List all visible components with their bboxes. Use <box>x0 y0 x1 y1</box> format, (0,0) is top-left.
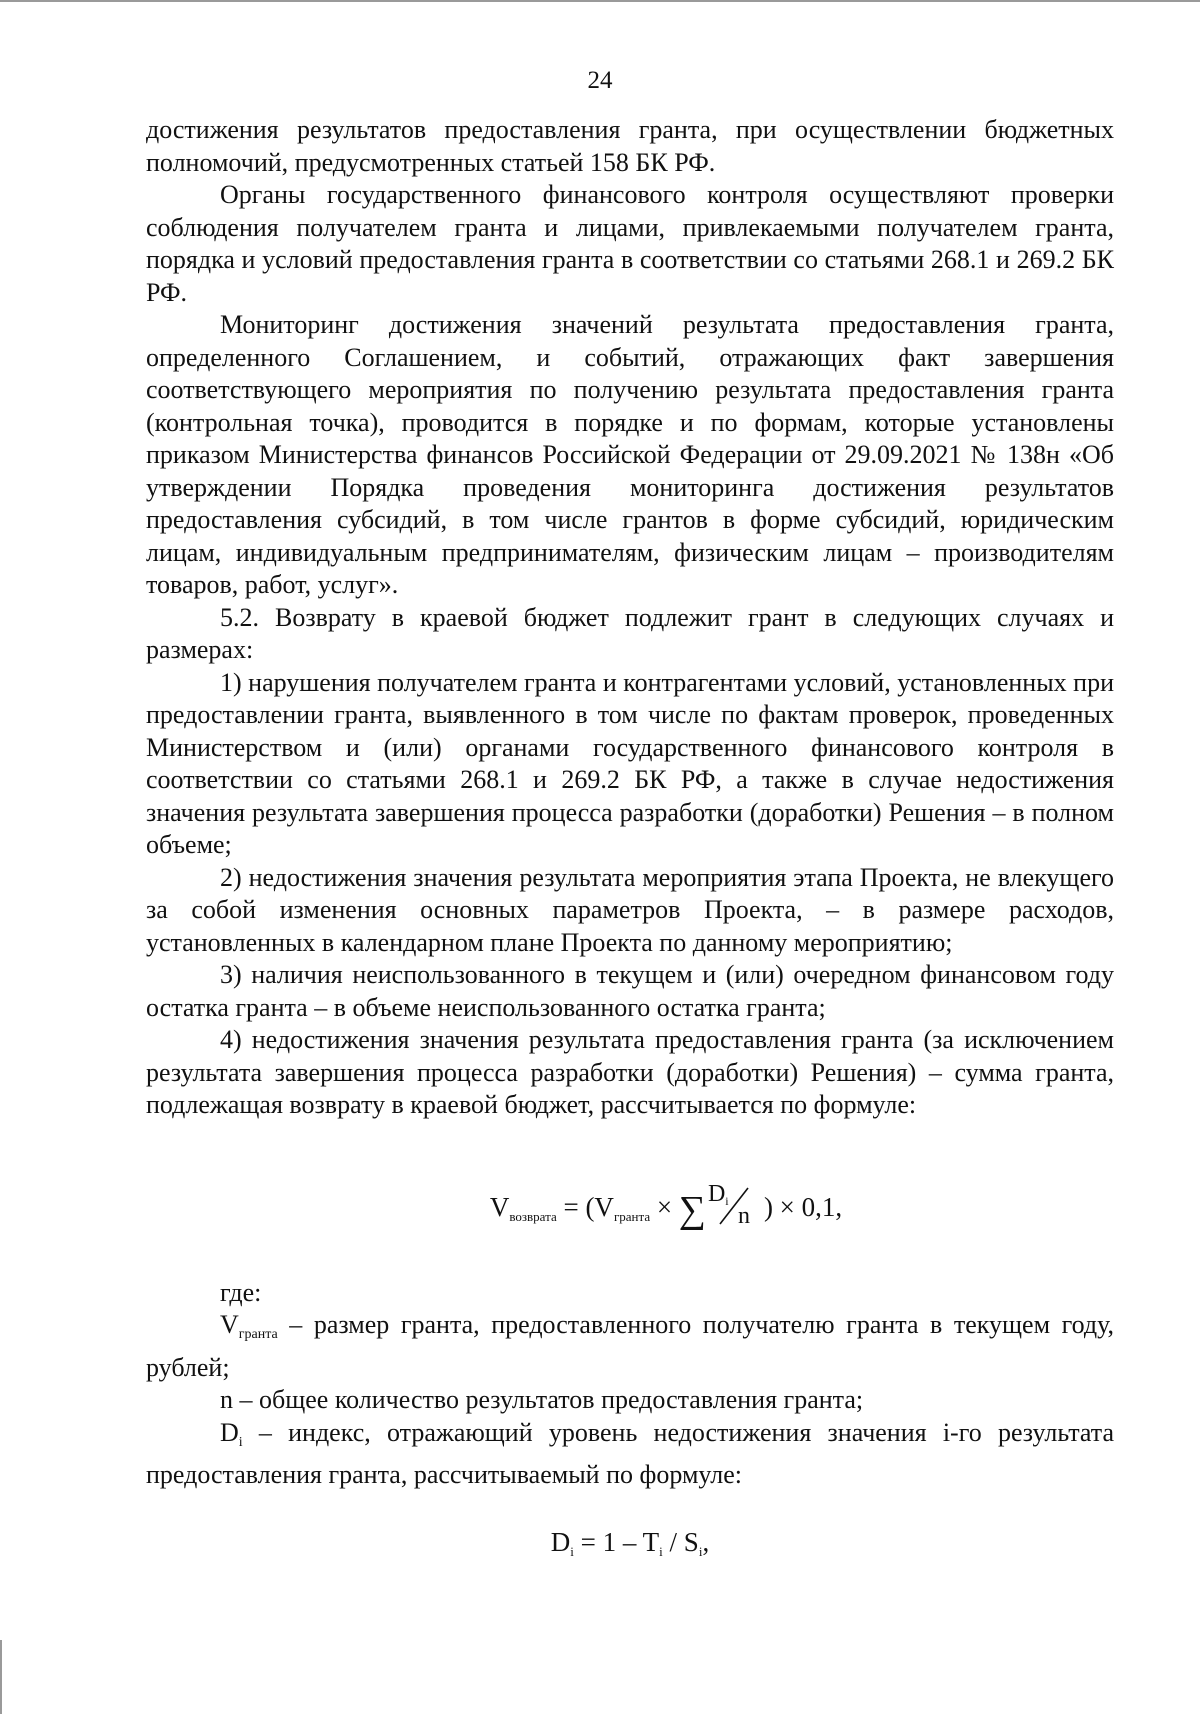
formula-v-symbol: V <box>489 1191 510 1222</box>
document-body <box>146 114 1114 1572</box>
formula-times: × <box>650 1191 679 1222</box>
definition-v-text: – размер гранта, предоставленного получателю гранта в текущем году, рублей; <box>146 1310 1114 1382</box>
formula-index <box>146 1522 1114 1572</box>
definition-d-index <box>146 1417 1114 1492</box>
formula-return-amount <box>146 1180 1114 1237</box>
formula2-t-subscript: i <box>659 1543 663 1559</box>
definition-d-text: – индекс, отражающий уровень недостижения значения i-го результата предоставления гранта, рассчитываемый по формуле: <box>146 1417 1114 1489</box>
formula-eq-open: = (V <box>556 1191 614 1222</box>
formula2-slash: / S <box>662 1526 699 1557</box>
where-label: где: <box>220 1277 262 1307</box>
formula-tail: ) × 0,1, <box>763 1191 843 1222</box>
list-item-3: 3) наличия неиспользованного в текущем и (или) очередном финансовом году остатка гранта – в объеме неиспользованного остатка гранта; <box>146 960 1114 1022</box>
list-item-4: 4) недостижения значения результата предоставления гранта (за исключением результата завершения процесса разработки (доработки) Решения) – сумма гранта, подлежащая возврату в краевой бюджет, рассчитывается по формуле: <box>146 1025 1114 1119</box>
fraction-numerator-subscript: i <box>725 1193 729 1208</box>
formula2-end: , <box>702 1526 710 1557</box>
definition-v-subscript: гранта <box>238 1327 278 1342</box>
definition-v-grant <box>146 1309 1114 1384</box>
definition-d-symbol: D <box>220 1417 239 1447</box>
paragraph-5-2: 5.2. Возврату в краевой бюджет подлежит грант в следующих случаях и размерах: <box>146 602 1114 664</box>
list-item-2: 2) недостижения значения результата мероприятия этапа Проекта, не влекущего за собой изменения основных параметров Проекта, – в размере расходов, установленных в календарном плане Проекта по данному мероприятию; <box>146 862 1114 957</box>
definition-d-subscript: i <box>238 1434 243 1450</box>
definition-n: n – общее количество результатов предоставления гранта; <box>220 1385 864 1414</box>
formula2-mid: = 1 – T <box>573 1526 660 1557</box>
paragraph-control-bodies: Органы государственного финансового контроля осуществляют проверки соблюдения получателем гранта и лицами, привлекаемыми получателем гранта, порядка и условий предоставления гранта в соответствии со статьями 268.1 и 269.2 БК РФ. <box>146 180 1114 307</box>
formula2-s-subscript: i <box>698 1543 703 1559</box>
paragraph-continuation: достижения результатов предоставления гранта, при осуществлении бюджетных полномочий, предусмотренных статьей 158 БК РФ. <box>146 115 1114 177</box>
scan-edge-top <box>0 0 1200 2</box>
list-item-1: 1) нарушения получателем гранта и контрагентами условий, установленных при предоставлении гранта, выявленного в том числе по фактам проверок, проведенных Министерством и (или) органами государственного финансового контроля в соответствии со статьями 268.1 и 269.2 БК РФ, а также в случае недостижения значения результата завершения процесса разработки (доработки) Решения – в полном объеме; <box>146 667 1114 859</box>
formula2-d-symbol: D <box>550 1526 571 1557</box>
formula2-d-subscript: i <box>570 1543 574 1559</box>
definition-v-symbol: V <box>220 1310 239 1339</box>
formula-v-subscript: возврата <box>509 1208 557 1224</box>
fraction-denominator: n <box>737 1202 750 1229</box>
fraction-numerator: D <box>707 1180 726 1207</box>
paragraph-monitoring: Мониторинг достижения значений результата предоставления гранта, определенного Соглашением, и событий, отражающих факт завершения соответствующего мероприятия по получению результата предоставления гранта (контрольная точка), проводится в порядке и по формам, которые установлены приказом Министерства финансов Российской Федерации от 29.09.2021 № 138н «Об утверждении Порядка проведения мониторинга достижения результатов предоставления субсидий, в том числе грантов в форме субсидий, юридическим лицам, индивидуальным предпринимателям, физическим лицам – производителям товаров, работ, услуг». <box>146 310 1114 599</box>
fraction-slash-icon <box>710 1186 758 1226</box>
page-number: 24 <box>587 67 613 94</box>
scan-edge-left <box>0 1640 2 1714</box>
formula-fraction <box>706 1180 764 1230</box>
formula-grant-subscript: гранта <box>613 1208 651 1224</box>
sum-symbol: ∑ <box>678 1188 706 1231</box>
